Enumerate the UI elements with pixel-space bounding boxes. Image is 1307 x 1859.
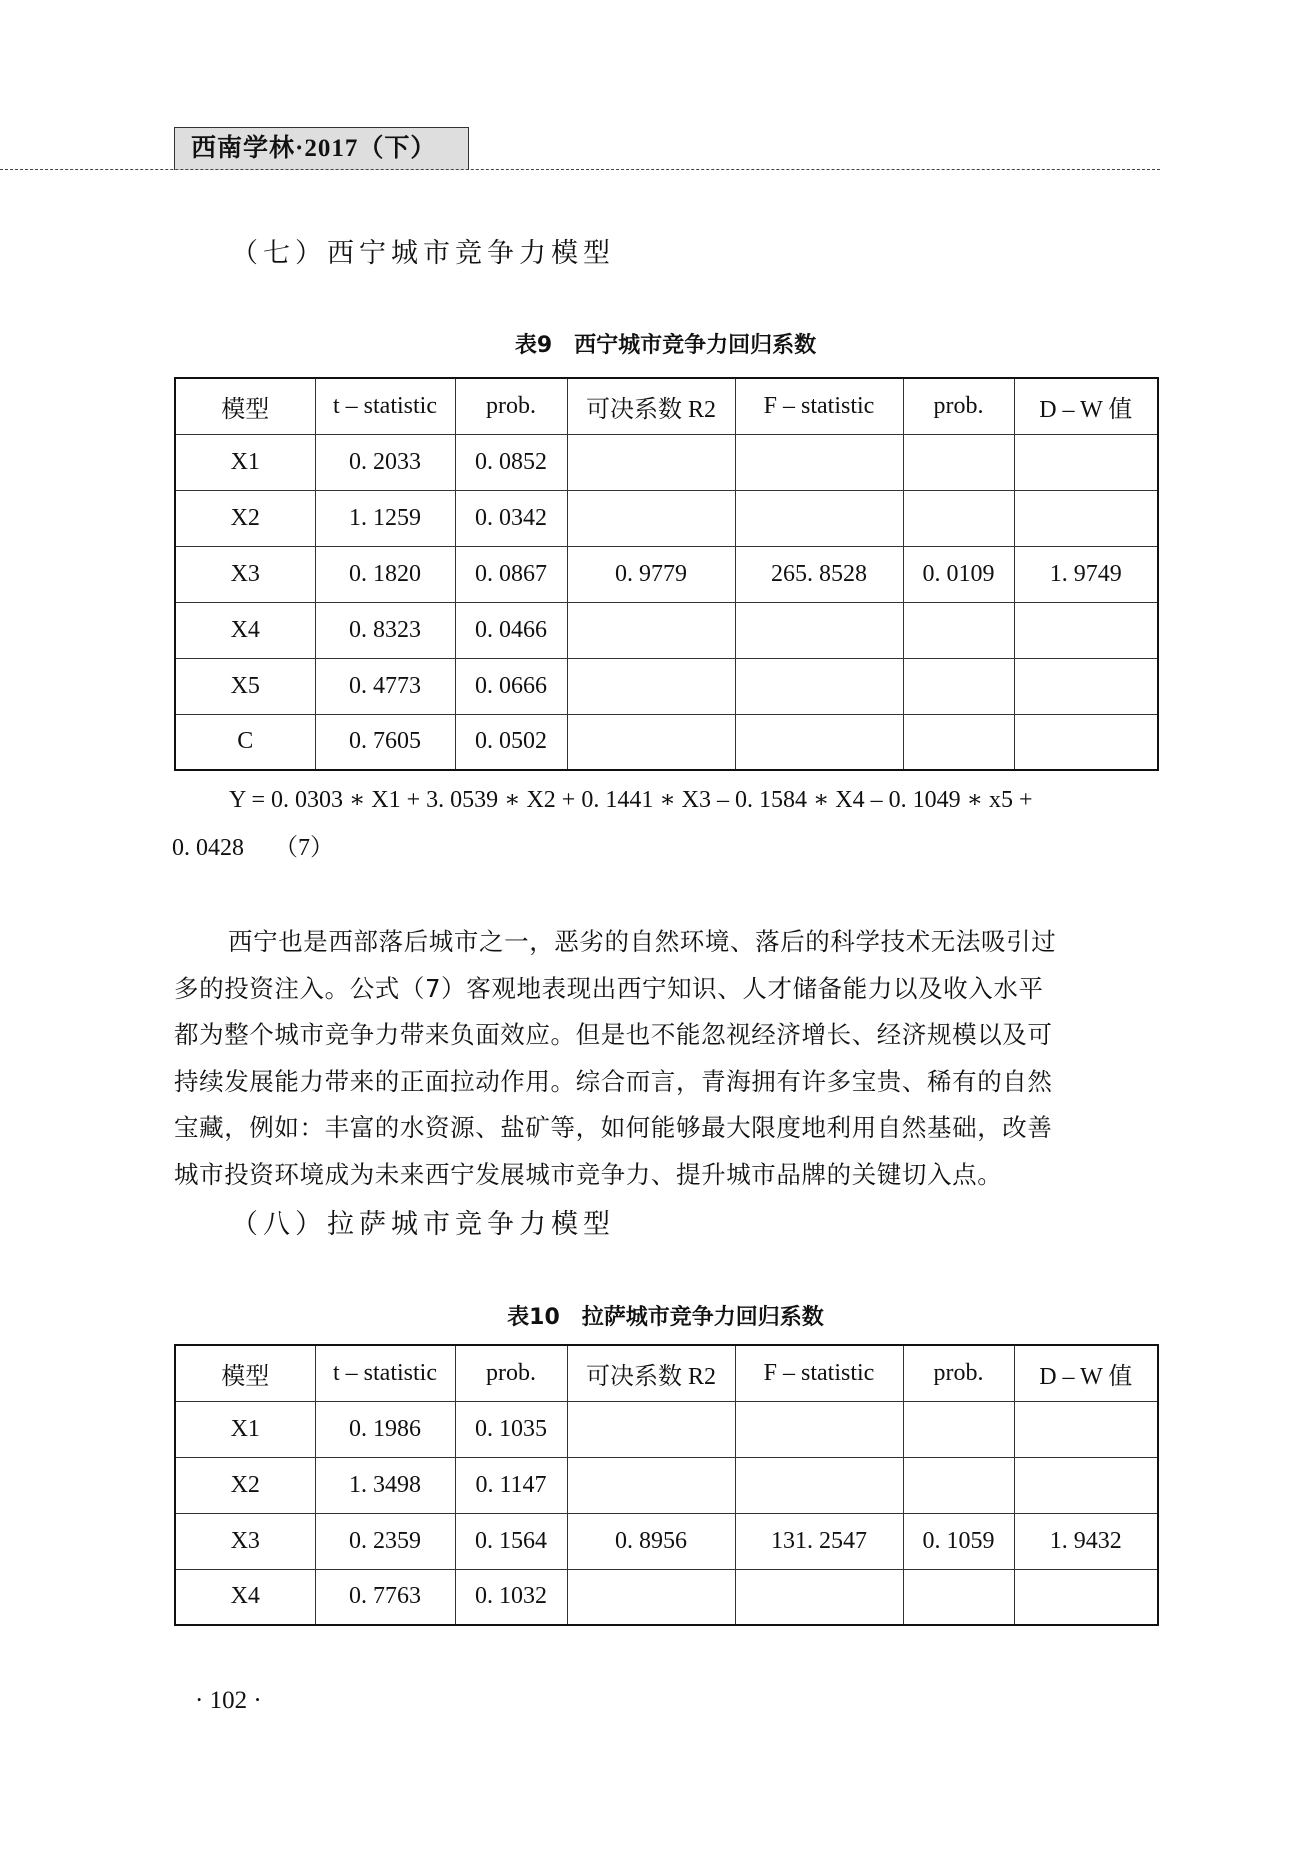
col-header-f-statistic: F – statistic [735,1345,903,1401]
formula-number: （7） [274,835,334,861]
cell-f-statistic: 265. 8528 [735,546,903,602]
cell-t: 0. 7605 [315,714,455,770]
table-10-caption [174,1303,1157,1333]
table-9-caption [174,331,1157,361]
cell-empty [1014,490,1158,546]
paragraph-line: 城市投资环境成为未来西宁发展城市竞争力、提升城市品牌的关键切入点。 [174,1159,1003,1189]
col-header-f-prob: prob. [903,1345,1014,1401]
cell-t: 1. 1259 [315,490,455,546]
cell-f-statistic: 131. 2547 [735,1513,903,1569]
table-row [175,602,1158,658]
body-paragraph [174,919,1164,1199]
cell-empty [567,434,735,490]
cell-model: X2 [175,490,315,546]
cell-t: 0. 1820 [315,546,455,602]
table-row [175,546,1158,602]
cell-prob: 0. 1035 [455,1401,567,1457]
cell-empty [735,1457,903,1513]
paragraph-line: 西宁也是西部落后城市之一，恶劣的自然环境、落后的科学技术无法吸引过 [228,927,1057,956]
cell-empty [735,658,903,714]
paragraph-line: 宝藏，例如：丰富的水资源、盐矿等，如何能够最大限度地利用自然基础，改善 [174,1113,1053,1143]
cell-empty [735,490,903,546]
formula-constant: 0. 0428 [172,835,244,861]
col-header-model: 模型 [175,378,315,434]
cell-prob: 0. 0466 [455,602,567,658]
cell-prob: 0. 0867 [455,546,567,602]
cell-empty [567,602,735,658]
table-row [175,1513,1158,1569]
cell-prob: 0. 0502 [455,714,567,770]
cell-empty [567,1457,735,1513]
cell-empty [1014,434,1158,490]
table-9-number: 表9 [514,333,553,358]
cell-empty [1014,1457,1158,1513]
cell-t: 0. 7763 [315,1569,455,1625]
table-row [175,714,1158,770]
cell-t: 0. 8323 [315,602,455,658]
cell-empty [1014,1569,1158,1625]
table-header-row [175,378,1158,434]
cell-dw: 1. 9432 [1014,1513,1158,1569]
header-divider [0,169,1160,170]
col-header-t-statistic: t – statistic [315,378,455,434]
cell-empty [903,602,1014,658]
section-heading-7: （七）西宁城市竞争力模型 [231,238,615,269]
col-header-f-prob: prob. [903,378,1014,434]
cell-empty [903,1401,1014,1457]
page-number: · 102 · [195,1687,262,1714]
cell-empty [903,434,1014,490]
cell-empty [567,714,735,770]
cell-empty [567,658,735,714]
cell-t: 0. 2033 [315,434,455,490]
cell-empty [903,1569,1014,1625]
cell-model: X3 [175,1513,315,1569]
paragraph-line: 都为整个城市竞争力带来负面效应。但是也不能忽视经济增长、经济规模以及可 [174,1020,1053,1050]
col-header-r2: 可决系数 R2 [567,1345,735,1401]
table-10-title: 拉萨城市竞争力回归系数 [581,1305,824,1330]
cell-dw: 1. 9749 [1014,546,1158,602]
cell-prob: 0. 0666 [455,658,567,714]
cell-empty [735,602,903,658]
table-10 [174,1344,1159,1626]
section-heading-8: （八）拉萨城市竞争力模型 [231,1209,615,1240]
col-header-dw: D – W 值 [1014,1345,1158,1401]
col-header-f-statistic: F – statistic [735,378,903,434]
col-header-model: 模型 [175,1345,315,1401]
cell-model: X1 [175,1401,315,1457]
cell-empty [1014,714,1158,770]
cell-t: 1. 3498 [315,1457,455,1513]
cell-model: X3 [175,546,315,602]
col-header-prob: prob. [455,378,567,434]
cell-model: X4 [175,1569,315,1625]
formula-7-line-2 [172,833,334,863]
cell-r2: 0. 8956 [567,1513,735,1569]
cell-empty [903,714,1014,770]
paragraph-line: 持续发展能力带来的正面拉动作用。综合而言，青海拥有许多宝贵、稀有的自然 [174,1066,1053,1096]
cell-model: X4 [175,602,315,658]
cell-empty [1014,602,1158,658]
table-9-title: 西宁城市竞争力回归系数 [574,333,817,358]
cell-empty [567,1401,735,1457]
cell-model: X2 [175,1457,315,1513]
cell-empty [735,714,903,770]
cell-model: X1 [175,434,315,490]
table-row [175,490,1158,546]
cell-empty [567,1569,735,1625]
cell-empty [735,1569,903,1625]
cell-t: 0. 4773 [315,658,455,714]
table-9 [174,377,1159,771]
cell-r2: 0. 9779 [567,546,735,602]
table-row [175,1457,1158,1513]
table-row [175,434,1158,490]
cell-f-prob: 0. 1059 [903,1513,1014,1569]
cell-empty [903,1457,1014,1513]
cell-empty [567,490,735,546]
cell-t: 0. 1986 [315,1401,455,1457]
col-header-dw: D – W 值 [1014,378,1158,434]
cell-empty [903,658,1014,714]
cell-empty [903,490,1014,546]
cell-f-prob: 0. 0109 [903,546,1014,602]
col-header-t-statistic: t – statistic [315,1345,455,1401]
table-row [175,658,1158,714]
formula-7-line-1: Y = 0. 0303 ∗ X1 + 3. 0539 ∗ X2 + 0. 1441 ∗ X3 – 0. 1584 ∗ X4 – 0. 1049 ∗ x5 + [229,787,1033,813]
cell-model: C [175,714,315,770]
cell-empty [1014,1401,1158,1457]
table-header-row [175,1345,1158,1401]
journal-header: 西南学林·2017（下） [174,127,469,170]
table-10-number: 表10 [507,1305,560,1330]
cell-t: 0. 2359 [315,1513,455,1569]
cell-empty [1014,658,1158,714]
col-header-r2: 可决系数 R2 [567,378,735,434]
cell-prob: 0. 1032 [455,1569,567,1625]
table-row [175,1569,1158,1625]
cell-model: X5 [175,658,315,714]
cell-empty [735,1401,903,1457]
paragraph-line: 多的投资注入。公式（7）客观地表现出西宁知识、人才储备能力以及收入水平 [174,973,1044,1003]
cell-prob: 0. 0852 [455,434,567,490]
col-header-prob: prob. [455,1345,567,1401]
table-row [175,1401,1158,1457]
cell-empty [735,434,903,490]
cell-prob: 0. 0342 [455,490,567,546]
cell-prob: 0. 1564 [455,1513,567,1569]
cell-prob: 0. 1147 [455,1457,567,1513]
